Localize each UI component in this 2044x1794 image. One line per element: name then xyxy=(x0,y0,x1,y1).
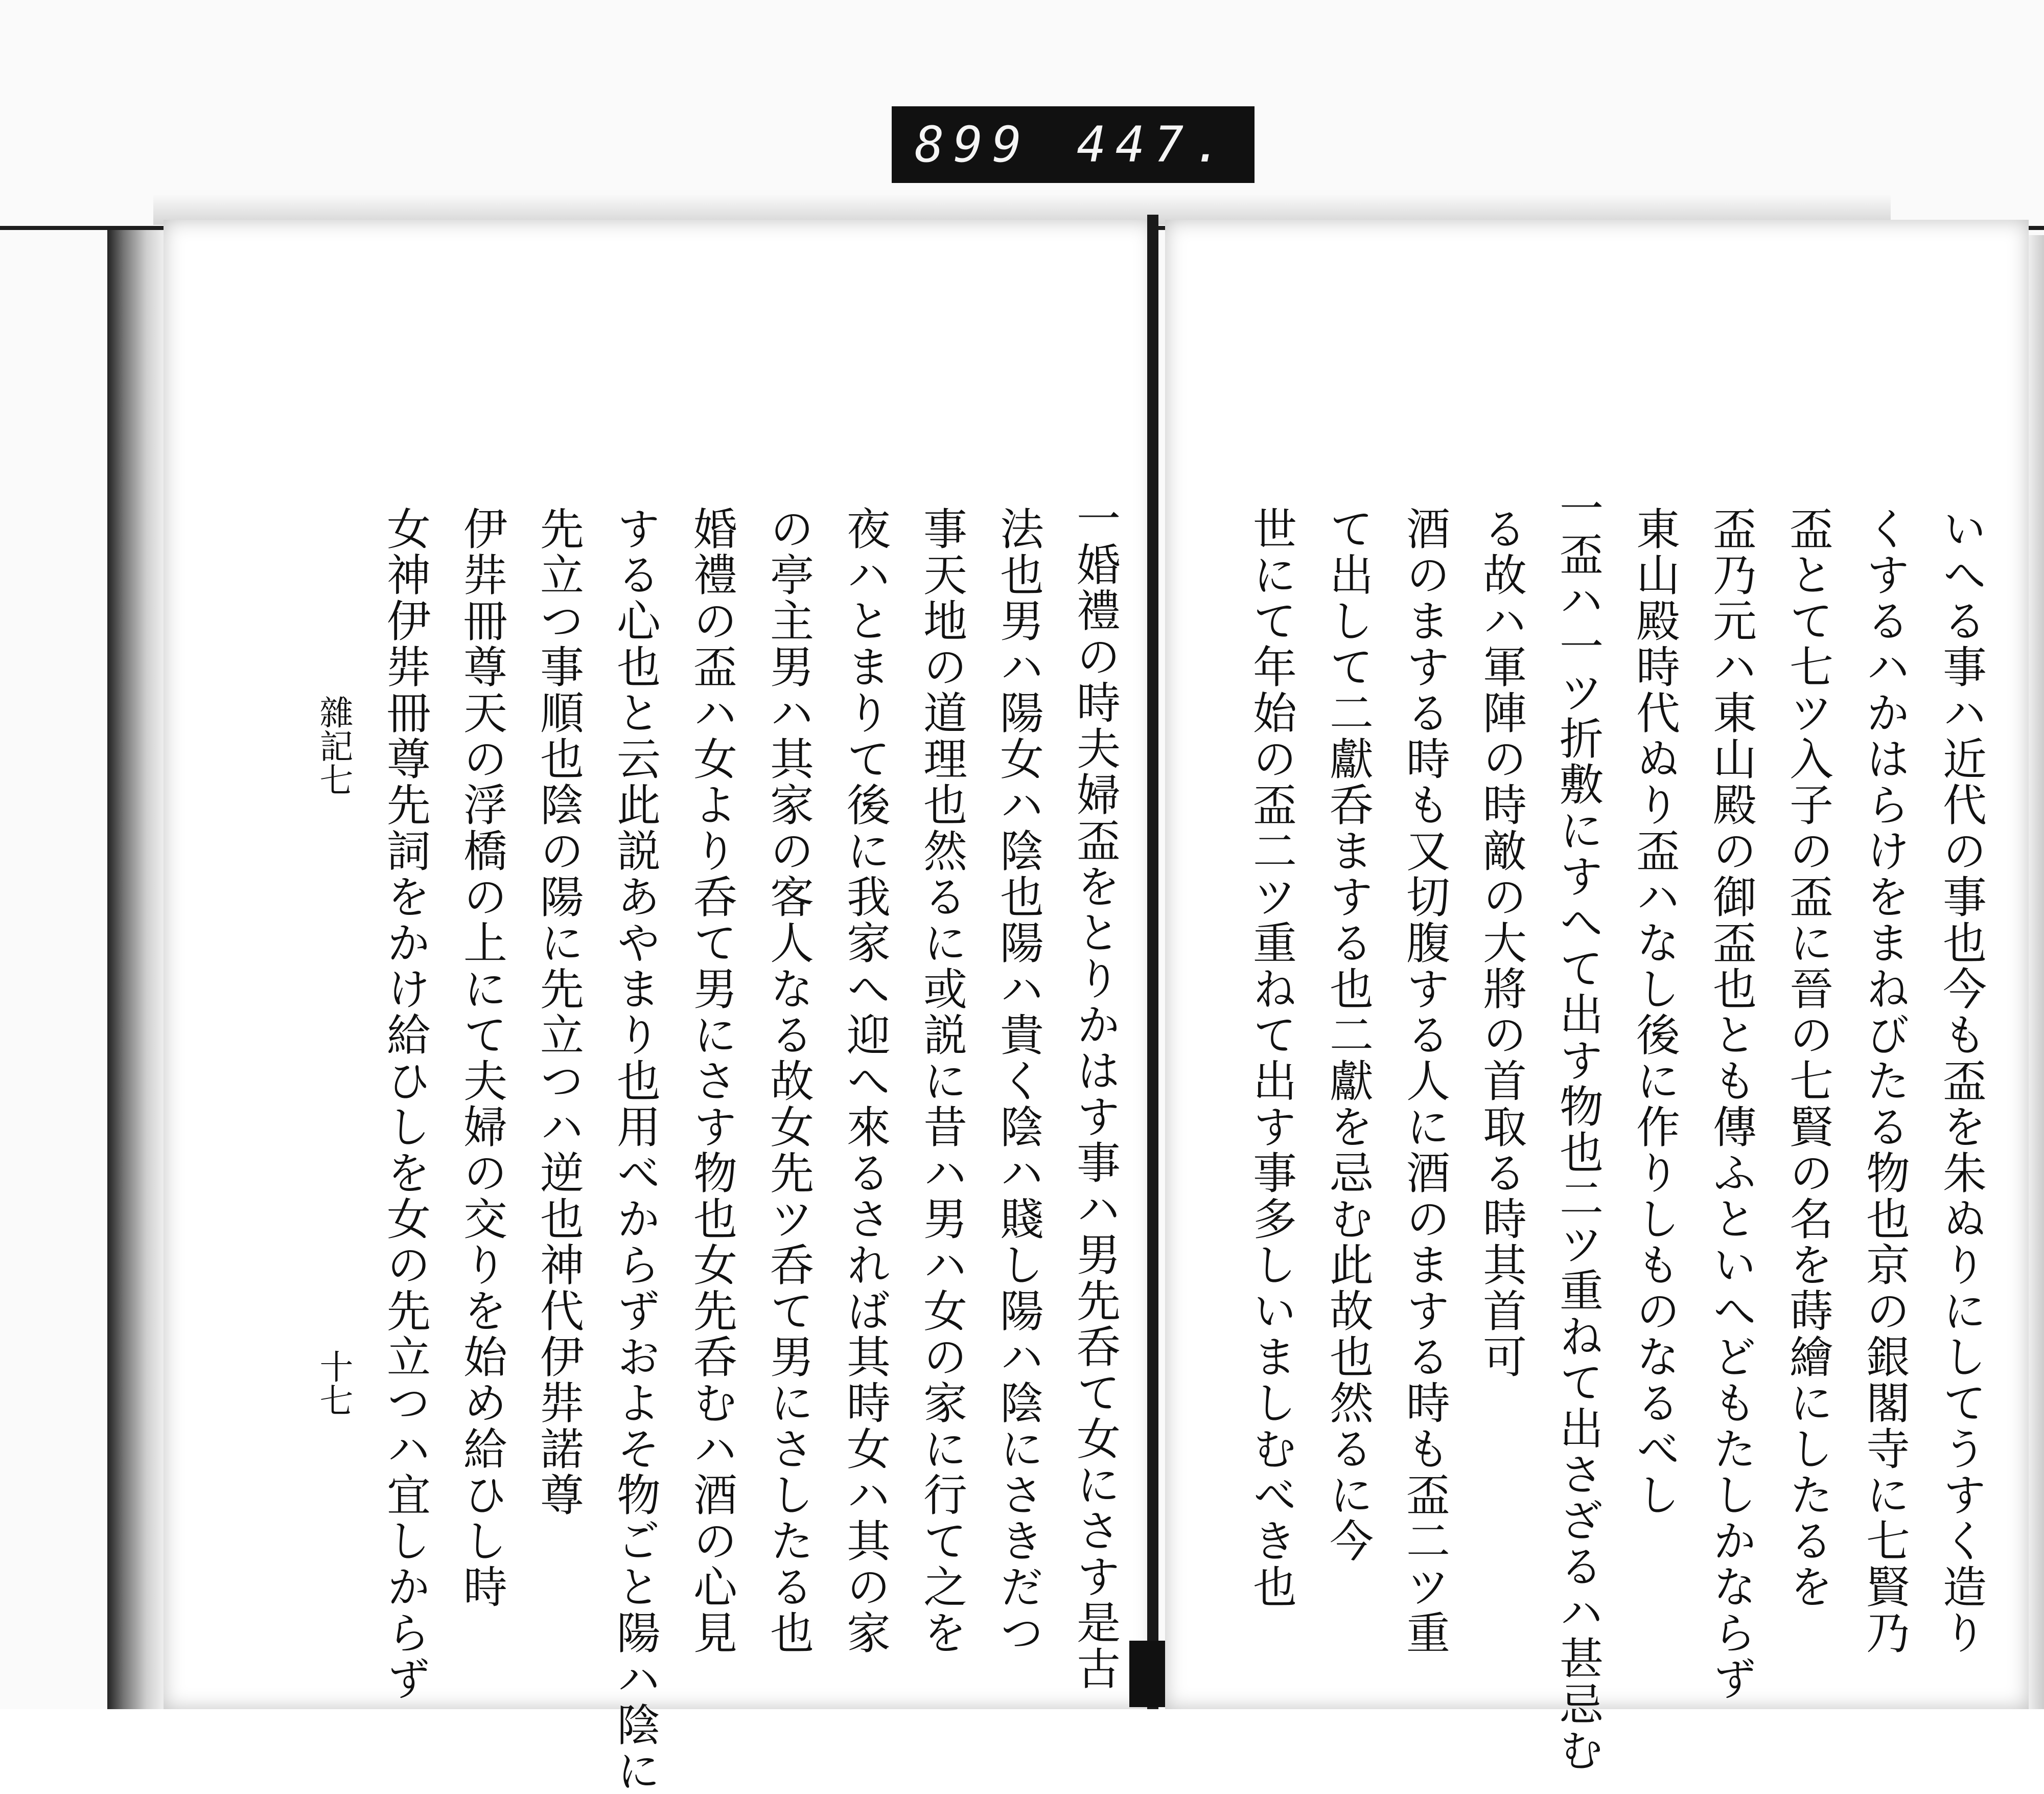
left-page-column-8: 先立つ事順也陰の陽に先立つハ逆也神代伊弉諾尊 xyxy=(532,506,584,1518)
right-page-column-1: いへる事ハ近代の事也今も盃を朱ぬりにしてうすく造り xyxy=(1935,506,1986,1656)
left-page-column-9: 伊弉冊尊天の浮橋の上にて夫婦の交りを始め給ひし時 xyxy=(456,506,507,1610)
book-right-edge xyxy=(2029,235,2044,1709)
running-title: 雜記七 xyxy=(314,695,353,796)
left-page-column-6: 婚禮の盃ハ女より呑て男にさす物也女先呑むハ酒の心見 xyxy=(686,506,737,1656)
open-book xyxy=(107,204,1986,1794)
right-page-column-10: 世にて年始の盃二ツ重ねて出す事多しいましむべき也 xyxy=(1245,506,1296,1610)
left-page xyxy=(164,220,1155,1794)
catalog-number-label xyxy=(892,106,1255,183)
right-page-column-2: くするハかはらけをまねびたる物也京の銀閣寺に七賢乃 xyxy=(1859,506,1910,1656)
right-page-column-8: 酒のまする時も又切腹する人に酒のまする時も盃二ツ重 xyxy=(1399,506,1450,1656)
left-page-column-5: の亭主男ハ其家の客人なる故女先ツ呑て男にさしたる也 xyxy=(762,506,814,1656)
right-page-column-3: 盃とて七ツ入子の盃に晉の七賢の名を蒔繪にしたるを xyxy=(1782,506,1833,1610)
left-page-column-3: 事天地の道理也然るに或説に昔ハ男ハ女の家に行て之を xyxy=(916,506,967,1656)
left-page-column-1: 一婚禮の時夫婦盃をとりかはす事ハ男先呑て女にさす是古 xyxy=(1069,496,1120,1692)
left-page-column-4: 夜ハとまりて後に我家へ迎へ來るされば其時女ハ其の家 xyxy=(839,506,890,1656)
right-page-column-5: 東山殿時代ぬり盃ハなし後に作りしものなるべし xyxy=(1629,506,1680,1518)
catalog-number-left: 899 xyxy=(914,116,1031,173)
book-left-edge xyxy=(107,230,164,1709)
left-page-column-2: 法也男ハ陽女ハ陰也陽ハ貴く陰ハ賤し陽ハ陰にさきだつ xyxy=(992,506,1043,1656)
right-page-column-6: 一盃ハ一ツ折敷にすへて出す物也二ツ重ねて出さざるハ甚忌む xyxy=(1552,486,1603,1774)
catalog-number-right: 447. xyxy=(1076,116,1232,173)
left-page-column-7: する心也と云此説あやまり也用べからずおよそ物ごと陽ハ陰に xyxy=(609,506,660,1794)
right-page-column-7: る故ハ軍陣の時敵の大將の首取る時其首可 xyxy=(1475,506,1526,1380)
left-page-column-10: 女神伊弉冊尊先詞をかけ給ひしを女の先立つハ宜しからず xyxy=(379,506,430,1702)
right-page-column-4: 盃乃元ハ東山殿の御盃也とも傳ふといへどもたしかならず xyxy=(1705,506,1756,1702)
book-gutter xyxy=(1147,215,1158,1709)
right-page xyxy=(1165,220,2029,1774)
page-number: 十七 xyxy=(314,1349,353,1417)
right-page-column-9: て出して二獻呑まする也二獻を忌む此故也然るに今 xyxy=(1322,506,1373,1564)
